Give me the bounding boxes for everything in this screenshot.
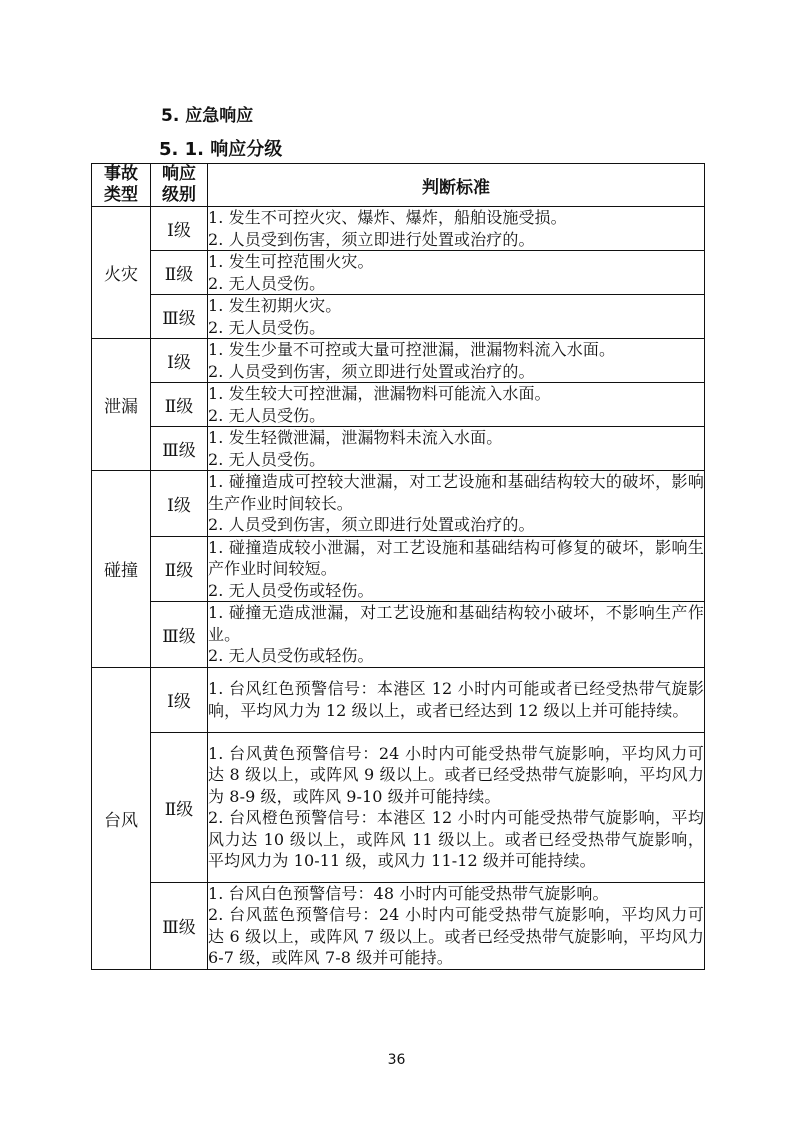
table-body	[92, 207, 705, 970]
table-row	[92, 882, 705, 969]
criteria-item: 2. 台风蓝色预警信号：24 小时内可能受热带气旋影响，平均风力可达 6 级以上，或阵风 7 级以上。或者已经受热带气旋影响，平均风力 6-7 级，或阵风 7-8 级并可能持。	[208, 905, 704, 967]
response-level-cell: Ⅱ级	[151, 732, 208, 882]
response-level-cell: Ⅰ级	[151, 667, 208, 732]
table-row	[92, 667, 705, 732]
response-level-cell: Ⅰ级	[151, 207, 208, 251]
criteria-item: 1. 碰撞无造成泄漏，对工艺设施和基础结构较小破坏，不影响生产作业。	[208, 603, 704, 644]
table-row	[92, 207, 705, 251]
response-level-cell: Ⅱ级	[151, 251, 208, 295]
criteria-item: 2. 人员受到伤害，须立即进行处置或治疗的。	[208, 361, 535, 381]
incident-type-cell: 台风	[92, 667, 151, 969]
criteria-item: 1. 台风黄色预警信号：24 小时内可能受热带气旋影响，平均风力可达 8 级以上，或阵风 9 级以上。或者已经受热带气旋影响，平均风力为 8-9 级，或阵风 9-10 级并可能持续。	[208, 743, 704, 806]
criteria-item: 1. 碰撞造成较小泄漏，对工艺设施和基础结构可修复的破坏，影响生产作业时间较短。	[208, 537, 704, 578]
response-level-cell: Ⅲ级	[151, 427, 208, 471]
criteria-cell	[208, 536, 705, 602]
criteria-item: 1. 发生轻微泄漏，泄漏物料未流入水面。	[208, 428, 503, 447]
table-row	[92, 732, 705, 882]
table-row	[92, 251, 705, 295]
header-type-line2: 类型	[104, 185, 138, 205]
header-level-line2: 级别	[162, 185, 196, 205]
criteria-item: 2. 无人员受伤。	[208, 449, 326, 469]
criteria-item: 2. 无人员受伤或轻伤。	[208, 646, 374, 665]
table-row	[92, 471, 705, 537]
criteria-item: 2. 无人员受伤。	[208, 273, 326, 293]
response-level-cell: Ⅱ级	[151, 383, 208, 427]
response-level-cell: Ⅱ级	[151, 536, 208, 602]
criteria-cell	[208, 295, 705, 339]
criteria-cell	[208, 471, 705, 537]
criteria-cell	[208, 882, 705, 969]
criteria-cell	[208, 732, 705, 882]
criteria-item: 2. 台风橙色预警信号：本港区 12 小时内可能受热带气旋影响，平均风力达 10 级以上，或阵风 11 级以上。或者已经受热带气旋影响，平均风力为 10-11 级，或风力 11-12 级并可能持续。	[208, 808, 704, 870]
criteria-cell	[208, 602, 705, 668]
response-level-cell: Ⅰ级	[151, 471, 208, 537]
section-heading: 5. 应急响应	[161, 106, 254, 126]
table-row	[92, 295, 705, 339]
criteria-cell	[208, 667, 705, 732]
response-level-cell: Ⅲ级	[151, 295, 208, 339]
criteria-item: 1. 发生初期火灾。	[208, 296, 342, 315]
table-row	[92, 383, 705, 427]
response-level-cell: Ⅰ级	[151, 339, 208, 383]
criteria-item: 1. 碰撞造成可控较大泄漏，对工艺设施和基础结构较大的破坏，影响生产作业时间较长。	[208, 472, 704, 513]
table-header-row	[92, 164, 705, 207]
response-level-cell: Ⅲ级	[151, 882, 208, 969]
criteria-item: 2. 无人员受伤或轻伤。	[208, 580, 374, 600]
criteria-item: 1. 发生不可控火灾、爆炸、爆炸，船舶设施受损。	[208, 208, 567, 227]
criteria-item: 1. 发生较大可控泄漏，泄漏物料可能流入水面。	[208, 384, 551, 403]
criteria-item: 1. 发生少量不可控或大量可控泄漏，泄漏物料流入水面。	[208, 340, 616, 359]
header-incident-type	[92, 164, 151, 207]
criteria-cell	[208, 339, 705, 383]
response-level-table	[91, 163, 705, 970]
incident-type-cell: 泄漏	[92, 339, 151, 471]
criteria-item: 1. 发生可控范围火灾。	[208, 252, 374, 271]
header-criteria: 判断标准	[208, 164, 705, 207]
criteria-item: 2. 无人员受伤。	[208, 405, 326, 425]
table-row	[92, 536, 705, 602]
criteria-cell	[208, 207, 705, 251]
criteria-item: 2. 人员受到伤害，须立即进行处置或治疗的。	[208, 229, 535, 249]
criteria-cell	[208, 383, 705, 427]
subsection-heading: 5. 1. 响应分级	[159, 139, 283, 160]
header-level-line1: 响应	[162, 164, 196, 184]
header-type-line1: 事故	[104, 164, 138, 184]
criteria-cell	[208, 427, 705, 471]
criteria-cell	[208, 251, 705, 295]
table-row	[92, 602, 705, 668]
incident-type-cell: 火灾	[92, 207, 151, 339]
header-response-level	[151, 164, 208, 207]
criteria-item: 1. 台风白色预警信号：48 小时内可能受热带气旋影响。	[208, 883, 609, 903]
criteria-item: 1. 台风红色预警信号：本港区 12 小时内可能或者已经受热带气旋影响，平均风力为 12 级以上，或者已经达到 12 级以上并可能持续。	[208, 679, 704, 720]
table-row	[92, 339, 705, 383]
table-row	[92, 427, 705, 471]
page-number: 36	[387, 1052, 406, 1068]
criteria-item: 2. 人员受到伤害，须立即进行处置或治疗的。	[208, 515, 535, 534]
criteria-item: 2. 无人员受伤。	[208, 317, 326, 337]
incident-type-cell: 碰撞	[92, 471, 151, 668]
response-level-cell: Ⅲ级	[151, 602, 208, 668]
